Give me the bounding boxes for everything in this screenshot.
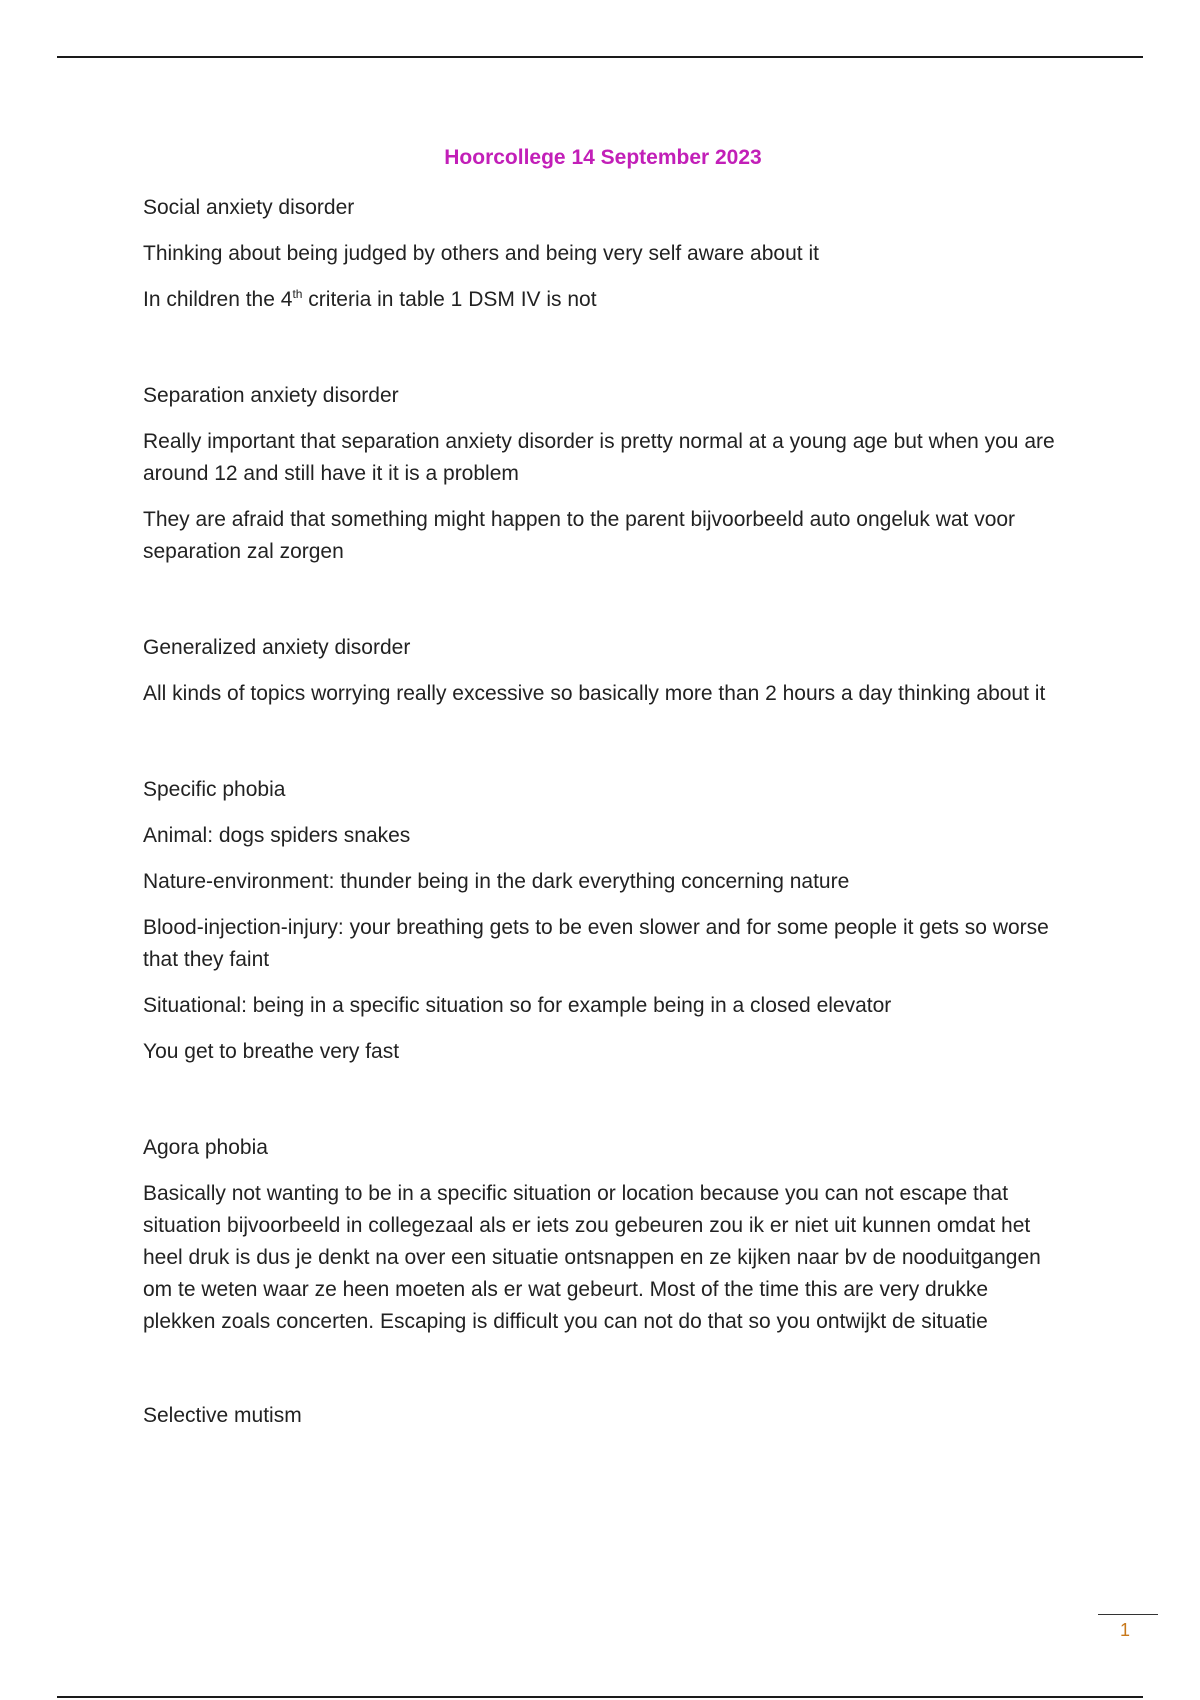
text: In children the 4 [143,288,293,311]
paragraph: Nature-environment: thunder being in the dark everything concerning nature [143,870,850,893]
paragraph: Basically not wanting to be in a specific situation or location because you can not escape that situation bijvoorbeeld in collegezaal als er iets zou gebeuren zou ik er niet uit kunnen omdat het heel druk is dus je denkt na over een situatie ontsnappen en ze kijken naar bv de nooduitgangen om te weten waar ze heen moeten als er wat gebeurt. Most of the time this are very drukke plekken zoals concerten. Escaping is difficult you can not do that so you ontwijkt de situatie [143,1182,1041,1333]
document-title: Hoorcollege 14 September 2023 [444,146,762,169]
text: criteria in table 1 DSM IV is not [302,288,597,311]
section-heading: Generalized anxiety disorder [143,636,411,659]
paragraph-ordinal [143,284,1063,316]
document-body [143,144,1063,1446]
paragraph: Really important that separation anxiety disorder is pretty normal at a young age but when you are around 12 and still have it it is a problem [143,430,1055,485]
paragraph: Blood-injection-injury: your breathing gets to be even slower and for some people it gets so worse that they faint [143,916,1049,971]
page-number: 1 [1120,1620,1131,1640]
paragraph: Thinking about being judged by others and being very self aware about it [143,242,819,265]
paragraph: Situational: being in a specific situation so for example being in a closed elevator [143,994,892,1017]
section-heading: Agora phobia [143,1136,268,1159]
paragraph: All kinds of topics worrying really excessive so basically more than 2 hours a day thinking about it [143,682,1046,705]
paragraph: They are afraid that something might happen to the parent bijvoorbeeld auto ongeluk wat voor separation zal zorgen [143,508,1016,563]
section-heading: Social anxiety disorder [143,196,355,219]
page-number-rule [1098,1614,1158,1615]
bottom-rule [57,1696,1143,1698]
section-heading: Specific phobia [143,778,286,801]
paragraph: Animal: dogs spiders snakes [143,824,411,847]
section-heading: Separation anxiety disorder [143,384,399,407]
superscript: th [292,287,303,301]
top-rule [57,56,1143,58]
paragraph: You get to breathe very fast [143,1040,400,1063]
section-heading: Selective mutism [143,1404,302,1427]
